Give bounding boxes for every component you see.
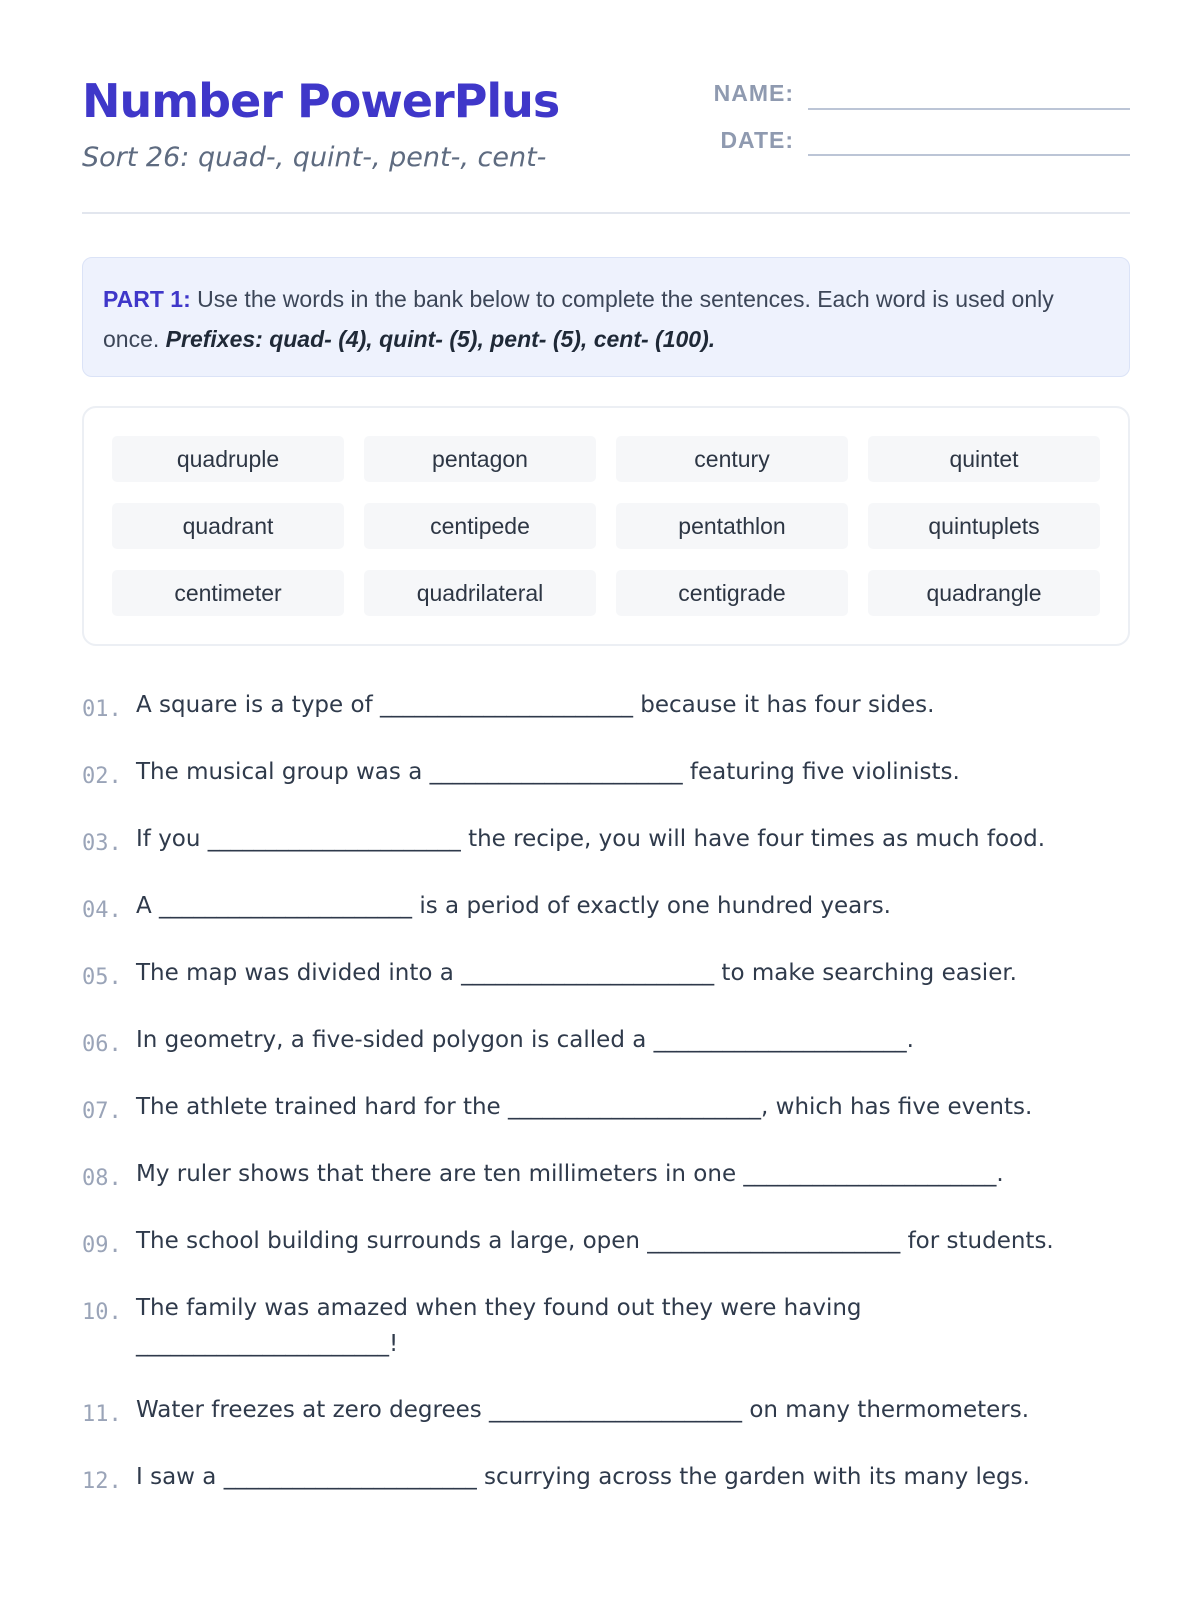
- word-bank-item: century: [616, 436, 848, 482]
- date-label: DATE:: [720, 127, 794, 153]
- question-text: A ______________________ is a period of exactly one hundred years.: [136, 893, 891, 919]
- name-field[interactable]: [808, 108, 1130, 110]
- question-text: Water freezes at zero degrees ______________________ on many thermometers.: [136, 1397, 1030, 1423]
- question-text: If you ______________________ the recipe, you will have four times as much food.: [136, 826, 1046, 852]
- question-text: The family was amazed when they found out they were having: [136, 1295, 862, 1321]
- question-text: The school building surrounds a large, open ______________________ for students.: [136, 1228, 1054, 1254]
- name-label: NAME:: [713, 80, 794, 106]
- word-bank-item: centipede: [364, 503, 596, 549]
- word-bank-item: quintuplets: [868, 503, 1100, 549]
- question-text-continuation: ______________________!: [136, 1331, 399, 1357]
- instructions-box: [82, 257, 1130, 377]
- word-bank-item: centimeter: [112, 570, 344, 616]
- question-number: 02.: [82, 764, 122, 789]
- question-text: The musical group was a ______________________ featuring five violinists.: [136, 759, 960, 785]
- word-bank-item: pentathlon: [616, 503, 848, 549]
- word-bank-item: quadrilateral: [364, 570, 596, 616]
- worksheet-header: [82, 74, 1130, 214]
- question-number: 07.: [82, 1099, 122, 1124]
- word-bank-item: quintet: [868, 436, 1100, 482]
- question-number: 09.: [82, 1233, 122, 1258]
- question-text: My ruler shows that there are ten millimeters in one ______________________.: [136, 1161, 1004, 1187]
- prefixes-note: Prefixes: quad- (4), quint- (5), pent- (5), cent- (100).: [165, 326, 716, 352]
- question-text: A square is a type of ______________________ because it has four sides.: [136, 692, 935, 718]
- question-text: I saw a ______________________ scurrying across the garden with its many legs.: [136, 1464, 1030, 1490]
- instructions-text: Use the words in the bank below to complete the sentences. Each word is used only once.: [103, 286, 1054, 352]
- question-number: 04.: [82, 898, 122, 923]
- part-label: PART 1:: [103, 286, 191, 312]
- question-number: 12.: [82, 1469, 122, 1494]
- word-bank-item: pentagon: [364, 436, 596, 482]
- page-subtitle: Sort 26: quad-, quint-, pent-, cent-: [82, 142, 547, 173]
- word-bank-item: quadrangle: [868, 570, 1100, 616]
- word-bank-item: quadrant: [112, 503, 344, 549]
- question-number: 10.: [82, 1300, 122, 1325]
- question-number: 06.: [82, 1032, 122, 1057]
- word-bank: [82, 406, 1130, 646]
- question-number: 03.: [82, 831, 122, 856]
- question-number: 01.: [82, 697, 122, 722]
- question-number: 05.: [82, 965, 122, 990]
- date-field[interactable]: [808, 154, 1130, 156]
- question-text: The map was divided into a ______________________ to make searching easier.: [136, 960, 1017, 986]
- word-bank-item: quadruple: [112, 436, 344, 482]
- question-text: The athlete trained hard for the ______________________, which has five events.: [136, 1094, 1033, 1120]
- word-bank-item: centigrade: [616, 570, 848, 616]
- question-number: 08.: [82, 1166, 122, 1191]
- question-text: In geometry, a five-sided polygon is called a ______________________.: [136, 1027, 914, 1053]
- question-number: 11.: [82, 1402, 122, 1427]
- page-title: Number PowerPlus: [82, 74, 560, 128]
